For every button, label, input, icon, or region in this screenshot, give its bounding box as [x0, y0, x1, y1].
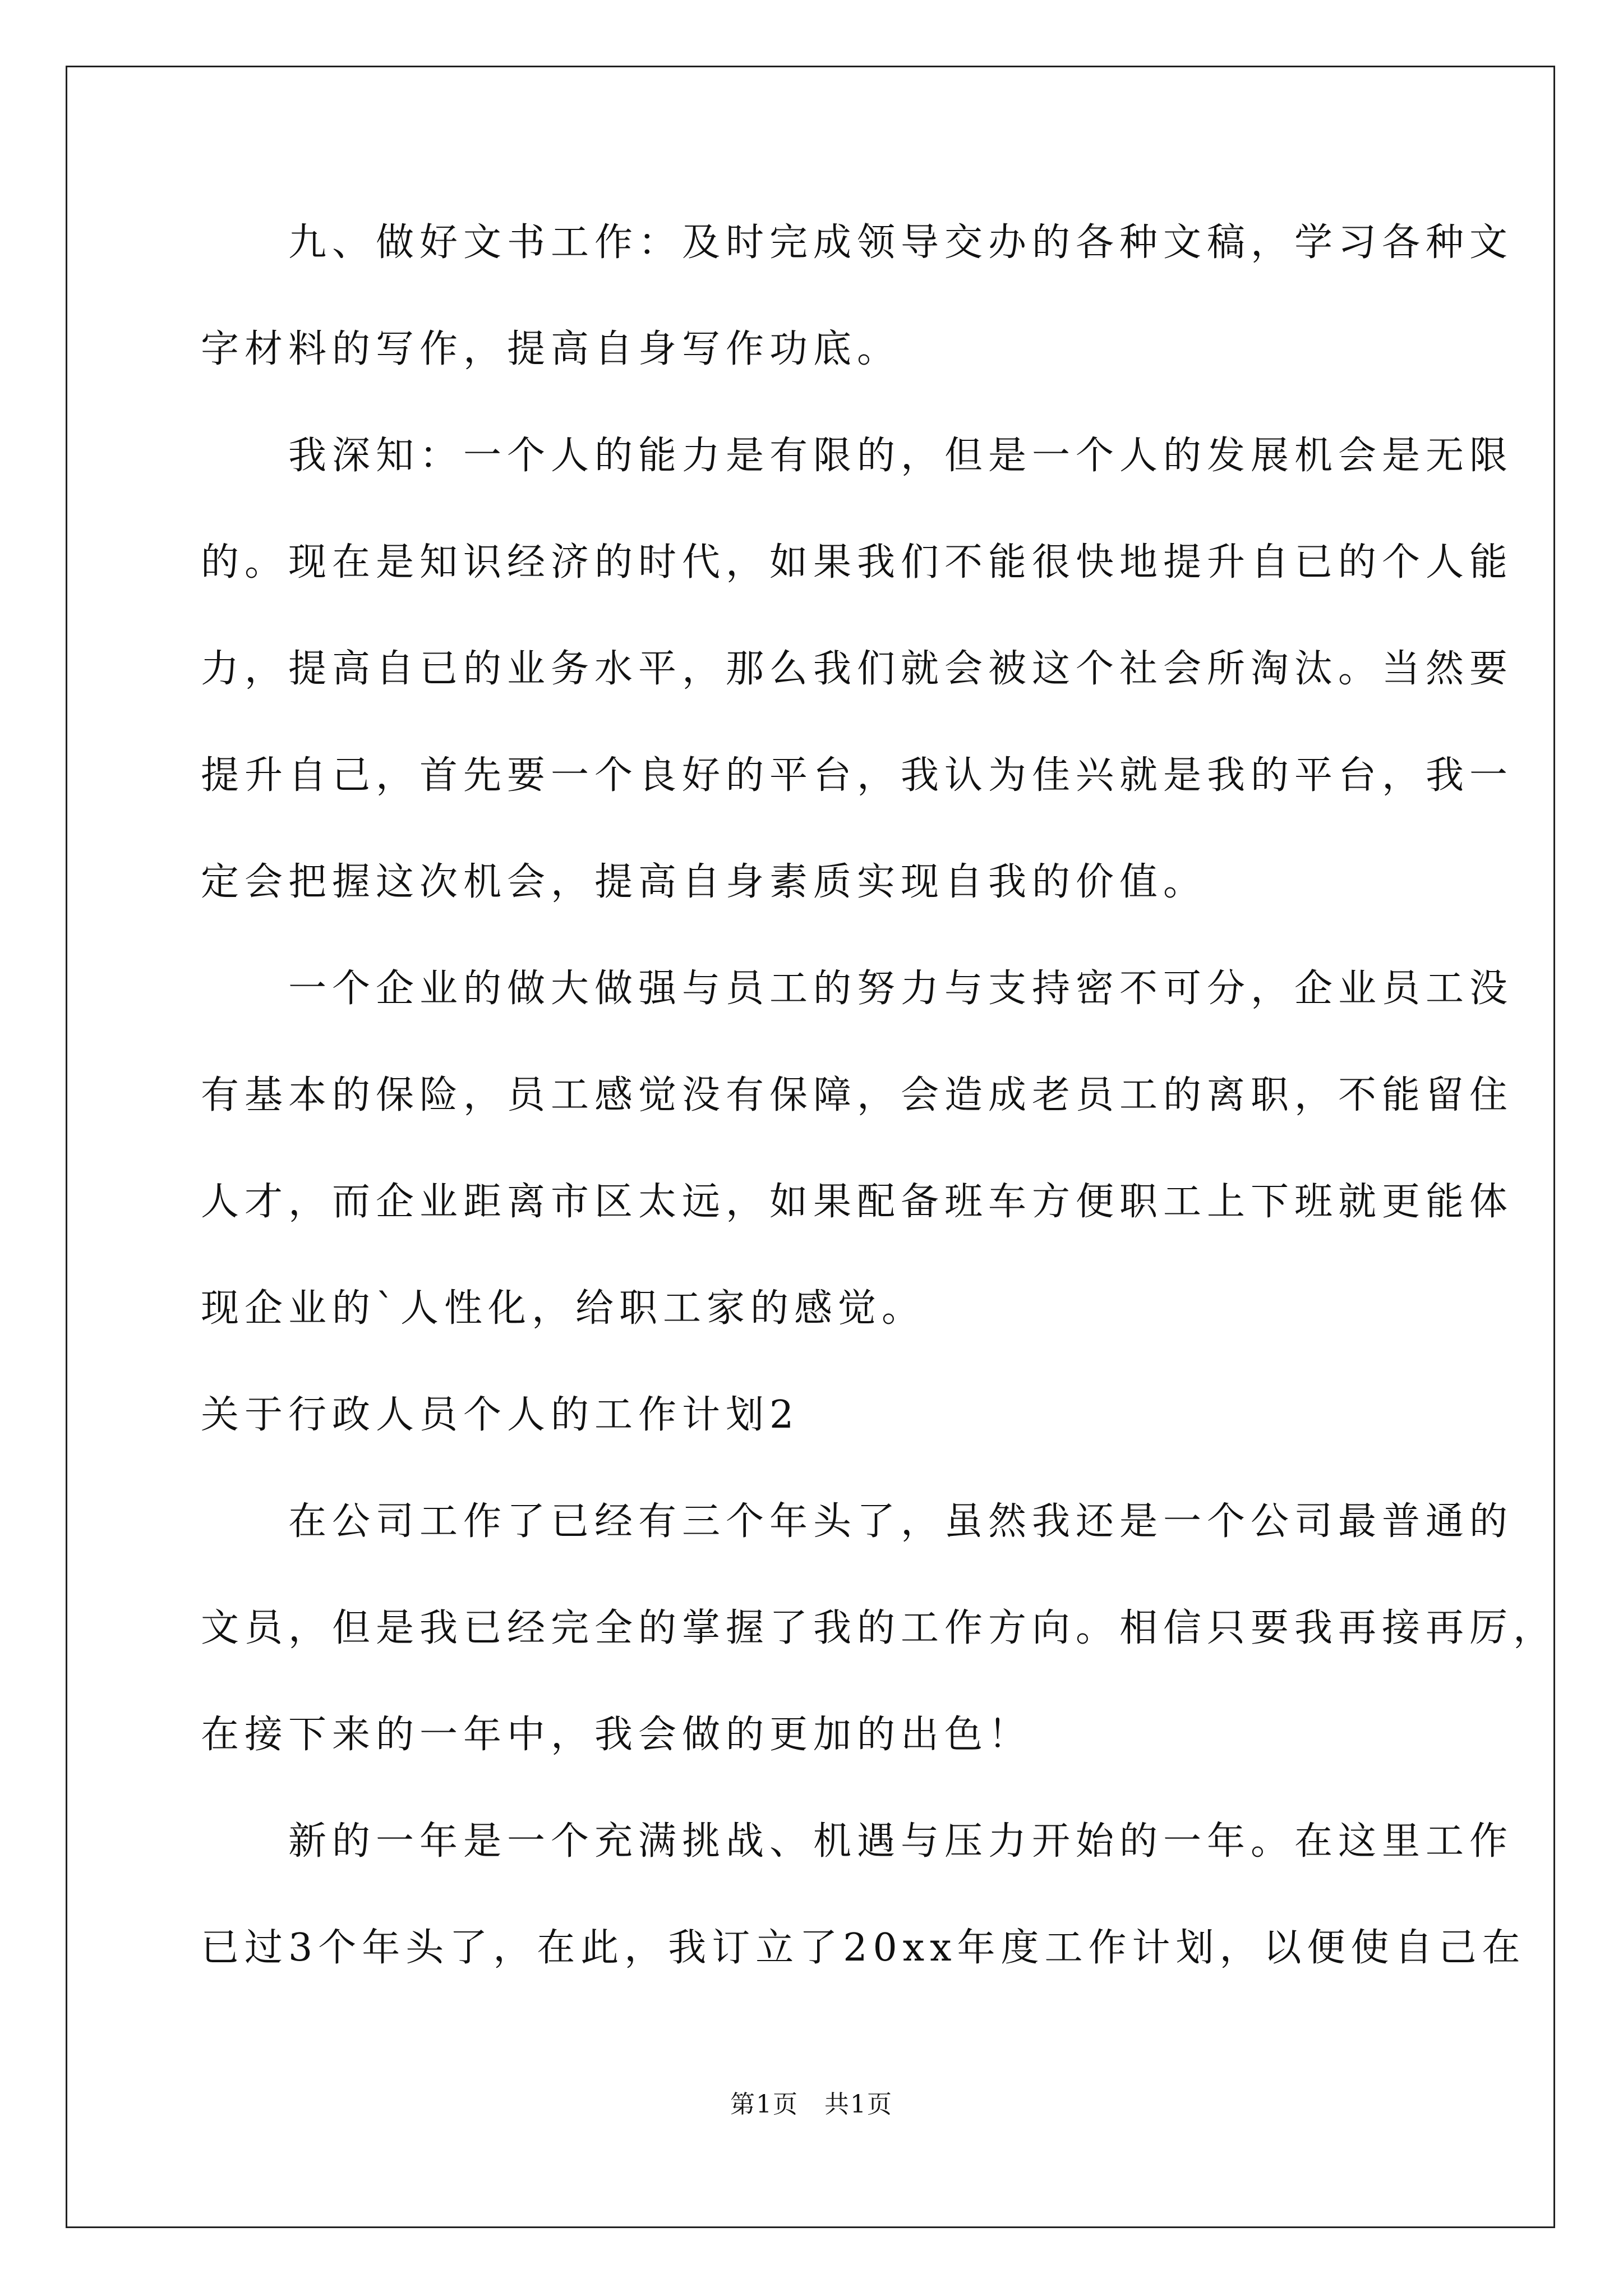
- text-line: 九、做好文书工作：及时完成领导交办的各种文稿，学习各种文: [201, 220, 1514, 265]
- text-line: 有基本的保险，员工感觉没有保障，会造成老员工的离职，不能留住: [201, 1073, 1514, 1117]
- text-line: 我深知：一个人的能力是有限的，但是一个人的发展机会是无限: [201, 434, 1514, 478]
- text-line: 人才，而企业距离市区太远，如果配备班车方便职工上下班就更能体: [201, 1180, 1514, 1224]
- section-heading: 关于行政人员个人的工作计划2: [201, 1393, 800, 1437]
- text-line: 一个企业的做大做强与员工的努力与支持密不可分，企业员工没: [201, 967, 1514, 1011]
- text-line: 在公司工作了已经有三个年头了，虽然我还是一个公司最普通的: [201, 1499, 1514, 1544]
- page-border: [66, 66, 1555, 2228]
- page-number: 第1页 共1页: [730, 2090, 893, 2119]
- text-line: 提升自己，首先要一个良好的平台，我认为佳兴就是我的平台，我一: [201, 753, 1514, 798]
- text-line: 在接下来的一年中，我会做的更加的出色！: [201, 1713, 1032, 1757]
- text-line: 定会把握这次机会，提高自身素质实现自我的价值。: [201, 860, 1207, 904]
- text-line: 力，提高自已的业务水平，那么我们就会被这个社会所淘汰。当然要: [201, 647, 1514, 691]
- text-line: 的。现在是知识经济的时代，如果我们不能很快地提升自已的个人能: [201, 540, 1514, 585]
- text-line: 文员，但是我已经完全的掌握了我的工作方向。相信只要我再接再厉，: [201, 1606, 1557, 1650]
- text-line: 新的一年是一个充满挑战、机遇与压力开始的一年。在这里工作: [201, 1819, 1514, 1864]
- text-line: 已过3个年头了，在此，我订立了20xx年度工作计划，以便使自己在: [201, 1926, 1526, 1970]
- text-line: 字材料的写作，提高自身写作功底。: [201, 327, 901, 371]
- text-line: 现企业的`人性化，给职工家的感觉。: [201, 1286, 926, 1331]
